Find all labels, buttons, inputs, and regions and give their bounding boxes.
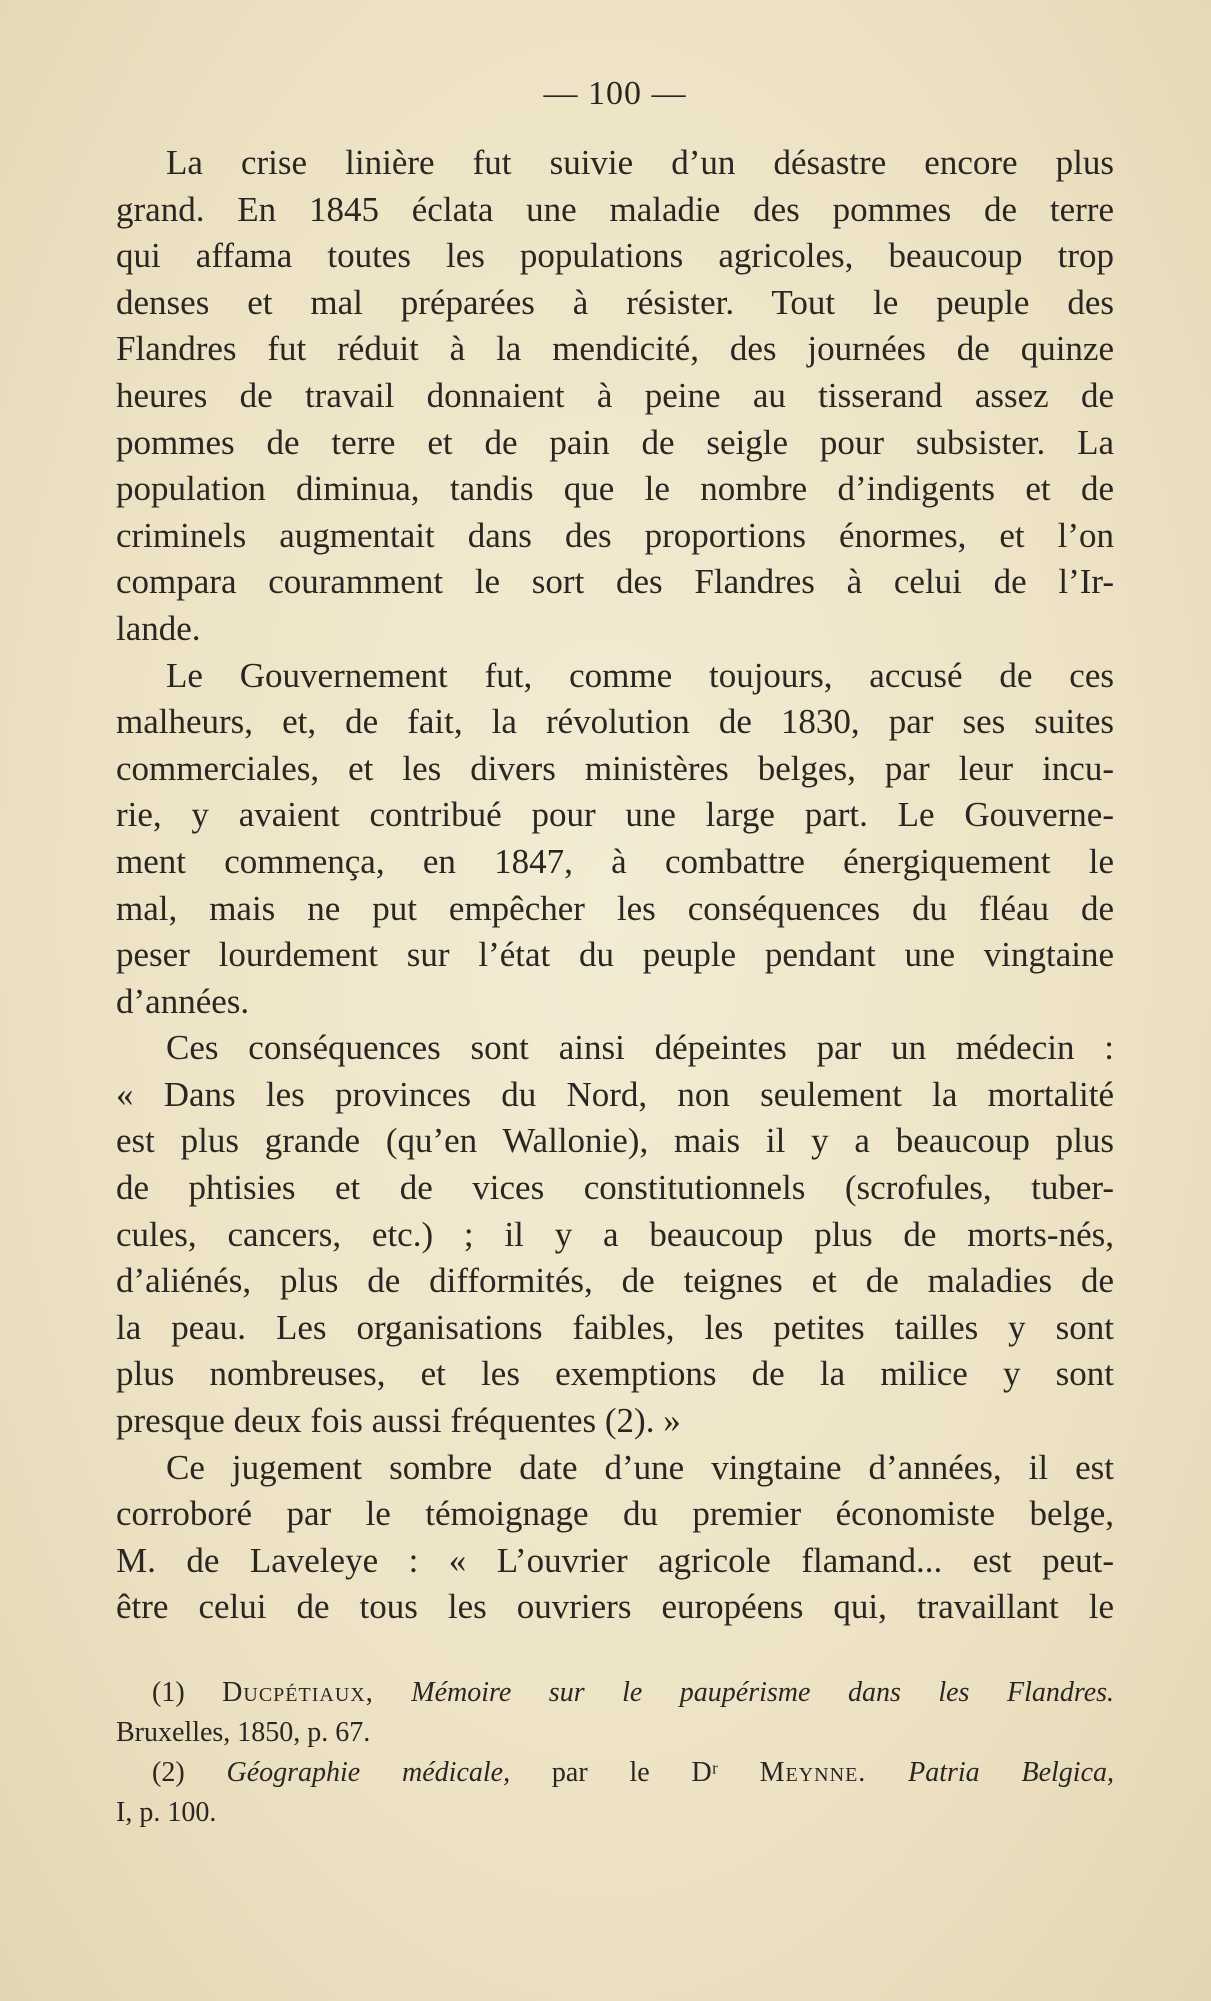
text-line: est plus grande (qu’en Wallonie), mais il y a beaucoup plus [116,1121,1114,1161]
text-line: de phtisies et de vices constitutionnels (scrofules, tuber- [116,1168,1114,1208]
body-text [116,140,1114,1631]
text-line: la peau. Les organisations faibles, les petites tailles y sont [116,1307,1114,1347]
text-line: d’années. [116,981,250,1021]
text-line: plus nombreuses, et les exemptions de la milice y sont [116,1354,1114,1394]
text-line: pommes de terre et de pain de seigle pour subsister. La [116,422,1114,462]
text-line: commerciales, et les divers ministères belges, par leur incu- [116,748,1114,788]
footnote-marker: (1) [152,1677,185,1708]
footnote-line [116,1673,1114,1713]
paragraph [116,653,1114,1026]
text-line: lande. [116,608,201,648]
footnote-line: I, p. 100. [116,1797,217,1828]
text-line: corroboré par le témoignage du premier économiste belge, [116,1494,1114,1534]
footnote-journal: Patria Belgica, [908,1757,1114,1788]
text-line: Ces conséquences sont ainsi dépeintes par un médecin : [166,1028,1114,1068]
footnote-author: Ducpétiaux, [222,1677,374,1708]
footnote-title: Mémoire sur le paupérisme dans les Flandres. [411,1677,1114,1708]
footnote-marker: (2) [152,1757,185,1788]
text-line: M. de Laveleye : « L’ouvrier agricole flamand... est peut- [116,1540,1114,1580]
text-line: cules, cancers, etc.) ; il y a beaucoup plus de morts-nés, [116,1214,1114,1254]
footnote-author: Meynne. [759,1757,867,1788]
text-line: denses et mal préparées à résister. Tout le peuple des [116,282,1114,322]
footnote-line: Bruxelles, 1850, p. 67. [116,1717,371,1748]
text-line: presque deux fois aussi fréquentes (2). » [116,1401,681,1441]
footnote-by: par le Dʳ [551,1757,718,1788]
footnote-title: Géographie médicale, [226,1757,511,1788]
text-line: population diminua, tandis que le nombre d’indigents et de [116,469,1114,509]
paragraph [116,140,1114,653]
page [116,66,1114,1833]
footnote-1 [116,1673,1114,1753]
text-line: Flandres fut réduit à la mendicité, des journées de quinze [116,329,1114,369]
text-line: mal, mais ne put empêcher les conséquences du fléau de [116,888,1114,928]
text-line: compara couramment le sort des Flandres à celui de l’Ir- [116,562,1114,602]
text-line: criminels augmentait dans des proportions énormes, et l’on [116,515,1114,555]
text-line: Le Gouvernement fut, comme toujours, accusé de ces [166,655,1114,695]
text-line: qui affama toutes les populations agricoles, beaucoup trop [116,236,1114,276]
text-line: peser lourdement sur l’état du peuple pendant une vingtaine [116,935,1114,975]
page-number: — 100 — [543,75,687,112]
text-line: d’aliénés, plus de difformités, de teignes et de maladies de [116,1261,1114,1301]
text-line: ment commença, en 1847, à combattre énergiquement le [116,841,1114,881]
footnotes [116,1673,1114,1833]
text-line: Ce jugement sombre date d’une vingtaine d’années, il est [166,1447,1114,1487]
footnote-line [116,1753,1114,1793]
footnote-2 [116,1753,1114,1833]
text-line: être celui de tous les ouvriers européens qui, travaillant le [116,1587,1114,1627]
text-line: « Dans les provinces du Nord, non seulement la mortalité [116,1074,1114,1114]
paragraph [116,1445,1114,1631]
text-line: malheurs, et, de fait, la révolution de 1830, par ses suites [116,702,1114,742]
text-line: grand. En 1845 éclata une maladie des pommes de terre [116,189,1114,229]
paragraph [116,1025,1114,1444]
text-line: heures de travail donnaient à peine au tisserand assez de [116,375,1114,415]
text-line: rie, y avaient contribué pour une large part. Le Gouverne- [116,795,1114,835]
text-line: La crise linière fut suivie d’un désastre encore plus [166,143,1114,182]
